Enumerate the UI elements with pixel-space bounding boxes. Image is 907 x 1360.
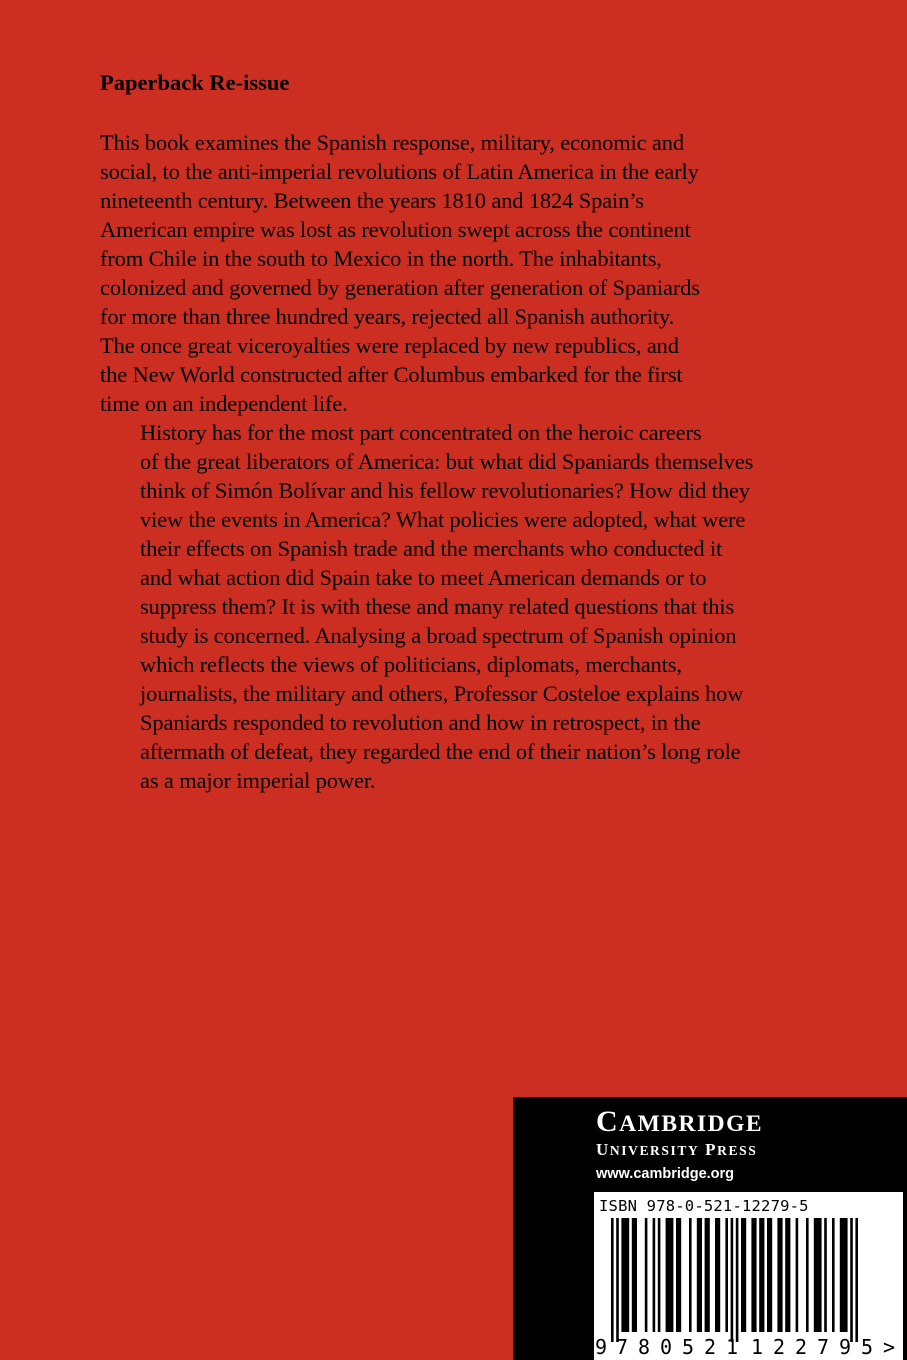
barcode-bar — [705, 1218, 710, 1332]
barcode-bar — [653, 1218, 656, 1332]
barcode-bar — [616, 1218, 619, 1342]
barcode-bar — [767, 1218, 772, 1332]
blurb-text — [100, 128, 820, 795]
text-line: This book examines the Spanish response, military, economic and — [100, 130, 684, 155]
ean-right-group: 122795 — [751, 1335, 873, 1359]
barcode-bar — [658, 1218, 661, 1332]
blurb-paragraph-2 — [100, 418, 820, 795]
text-line: their effects on Spanish trade and the merchants who conducted it — [140, 536, 723, 561]
barcode-bar — [725, 1218, 728, 1332]
text-line: suppress them? It is with these and many related questions that this — [140, 594, 735, 619]
barcode-bar — [666, 1218, 674, 1332]
text-line: journalists, the military and others, Professor Costeloe explains how — [140, 681, 744, 706]
barcode-bar — [751, 1218, 756, 1332]
text-line: aftermath of defeat, they regarded the end of their nation’s long role — [140, 739, 741, 764]
barcode-bar — [731, 1218, 734, 1342]
barcode-bar — [850, 1218, 853, 1342]
publisher-box — [513, 1097, 907, 1360]
barcode-bar — [796, 1218, 799, 1332]
ean-quiet-zone-mark: > — [883, 1335, 896, 1359]
text-line: study is concerned. Analysing a broad spectrum of Spanish opinion — [140, 623, 737, 648]
barcode-bar — [676, 1218, 681, 1332]
text-line: time on an independent life. — [100, 391, 348, 416]
ean-left-group: 780521 — [616, 1335, 738, 1359]
text-line: view the events in America? What policies were adopted, what were — [140, 507, 746, 532]
text-line: from Chile in the south to Mexico in the north. The inhabitants, — [100, 246, 662, 271]
barcode-bar — [814, 1218, 822, 1332]
text-line: which reflects the views of politicians, diplomats, merchants, — [140, 652, 682, 677]
text-line: for more than three hundred years, rejected all Spanish authority. — [100, 304, 675, 329]
barcode-bar — [611, 1218, 614, 1342]
barcode-bar — [645, 1218, 648, 1332]
barcode-bar — [785, 1218, 790, 1332]
barcode-graphic — [594, 1192, 903, 1360]
barcode-panel — [594, 1192, 903, 1360]
publisher-name-initial: C — [596, 1105, 620, 1138]
publisher-name — [596, 1105, 763, 1141]
text-line: social, to the anti-imperial revolutions of Latin America in the early — [100, 159, 699, 184]
text-line: American empire was lost as revolution swept across the continent — [100, 217, 691, 242]
cover-heading: Paperback Re-issue — [100, 70, 290, 95]
text-line: History has for the most part concentrated on the heroic careers — [140, 420, 702, 445]
text-line: as a major imperial power. — [140, 768, 376, 793]
isbn-label: ISBN 978-0-521-12279-5 — [599, 1197, 809, 1215]
barcode-bar — [632, 1218, 637, 1332]
text-line: of the great liberators of America: but what did Spaniards themselves — [140, 449, 754, 474]
barcode-bar — [759, 1218, 764, 1332]
barcode-bar — [697, 1218, 702, 1332]
text-line: and what action did Spain take to meet American demands or to — [140, 565, 707, 590]
barcode-bar — [715, 1218, 720, 1332]
barcode-bar — [741, 1218, 746, 1332]
publisher-name-rest: AMBRIDGE — [619, 1111, 764, 1137]
barcode-bar — [855, 1218, 858, 1342]
barcode-bar — [777, 1218, 782, 1332]
ean-first-digit: 9 — [595, 1335, 608, 1359]
barcode-bar — [621, 1218, 629, 1332]
barcode-bars — [611, 1218, 858, 1342]
text-line: think of Simón Bolívar and his fellow revolutionaries? How did they — [140, 478, 750, 503]
barcode-bar — [824, 1218, 827, 1332]
barcode-bar — [832, 1218, 835, 1332]
blurb-paragraph-1 — [100, 128, 820, 418]
text-line: Spaniards responded to revolution and how in retrospect, in the — [140, 710, 701, 735]
publisher-url: www.cambridge.org — [596, 1166, 735, 1182]
barcode-bar — [840, 1218, 848, 1332]
barcode-bar — [806, 1218, 809, 1332]
text-line: The once great viceroyalties were replaced by new republics, and — [100, 333, 679, 358]
barcode-bar — [736, 1218, 739, 1342]
text-line: colonized and governed by generation after generation of Spaniards — [100, 275, 700, 300]
text-line: nineteenth century. Between the years 1810 and 1824 Spain’s — [100, 188, 644, 213]
barcode-bar — [689, 1218, 692, 1332]
text-line: the New World constructed after Columbus embarked for the first — [100, 362, 683, 387]
publisher-subtitle: UNIVERSITY PRESS — [596, 1140, 758, 1159]
